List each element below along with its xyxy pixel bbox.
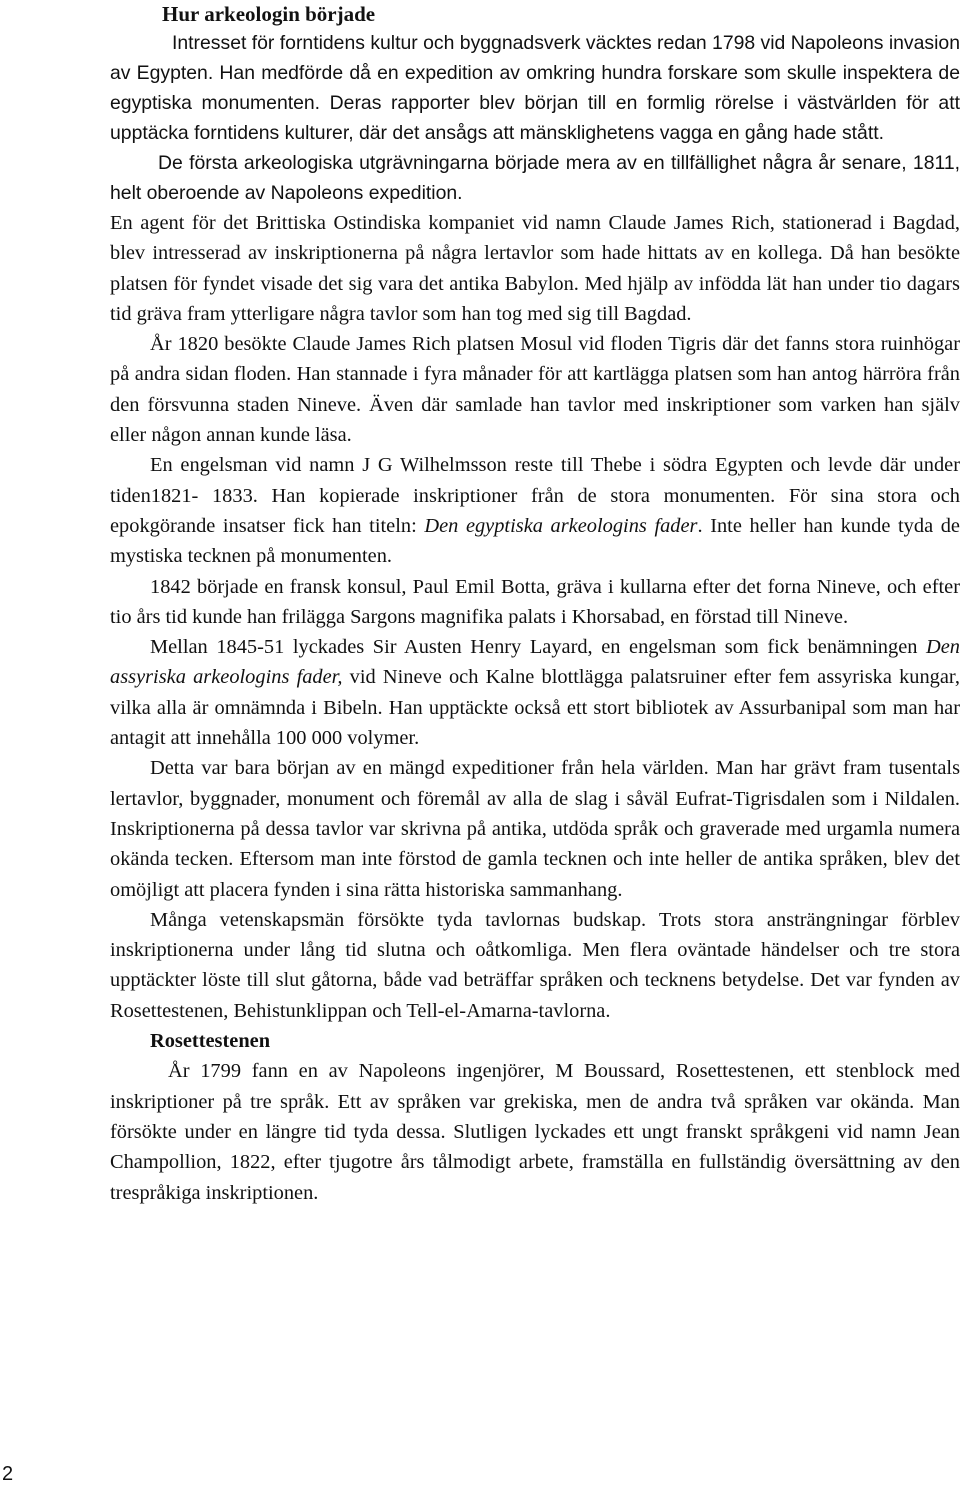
paragraph-expeditions: Detta var bara början av en mängd expeditioner från hela världen. Man har grävt fram tusentals lertavlor, byggnader, monument och föremål av alla de slag i såväl Eufrat-Tigrisdalen som i Nildalen. Inskriptionerna på dessa tavlor var skrivna på antika, utdöda språk och graverade med urgamla numera okända tecken. Eftersom man inte förstod de gamla tecknen och inte heller de antika språken, blev det omöjligt att placera fynden i sina rätta historiska sammanhang. bbox=[110, 757, 960, 901]
subheading-rosettestenen: Rosettestenen bbox=[150, 1030, 271, 1053]
layard-title-italic: Den assyriska arkeologins fader, bbox=[110, 636, 960, 689]
wilhelmsson-text-after: . Inte heller han kunde tyda de mystiska tecknen på monumenten. bbox=[110, 514, 960, 568]
paragraph-rich-babylon: En agent för det Brittiska Ostindiska kompaniet vid namn Claude James Rich, stationerad i Bagdad, blev intresserad av inskriptionerna på några lertavlor som hade hittats av en kollega. Då han besökte platsen för fyndet visade det sig vara det antika Babylon. Med hjälp av infödda lät han under tio dagars tid gräva fram ytterligare några tavlor som han tog med sig till Bagdad. bbox=[110, 212, 960, 325]
paragraph-first-excavations bbox=[110, 148, 960, 208]
paragraph-botta: 1842 började en fransk konsul, Paul Emil Botta, gräva i kullarna efter det forna Nineve, och efter tio års tid kunde han frilägga Sargons magnifika palats i Khorsabad, en förstad till Nineve. bbox=[110, 575, 960, 628]
paragraph-first-excavations-sans: De första arkeologiska utgrävningarna började mera av en tillfällighet några år senare, 1811, helt oberoende av Napoleons expedition. bbox=[110, 152, 960, 204]
paragraph-wilhelmsson bbox=[110, 450, 960, 571]
wilhelmsson-text-before: En engelsman vid namn J G Wilhelmsson reste till Thebe i södra Egypten och levde där under tiden1821- 1833. Han kopierade inskriptioner från de stora monumenten. För sina stora och epokgörande insatser fick han titeln: bbox=[110, 454, 960, 537]
section-heading: Hur arkeologin började bbox=[162, 2, 376, 26]
layard-text-after: vid Nineve och Kalne blottlägga palatsruiner efter fem assyriska kungar, vilka alla är omnämnda i Bibeln. Han upptäckte också ett stort bibliotek av Assurbanipal som man har antagit att innehålla 100 000 volymer. bbox=[110, 666, 960, 750]
page-number: 2 bbox=[2, 1463, 14, 1485]
body-serif-text bbox=[110, 208, 960, 1208]
intro-sans-text bbox=[110, 28, 960, 208]
paragraph-intro: Intresset för forntidens kultur och byggnadsverk väcktes redan 1798 vid Napoleons invasion av Egypten. Han medförde då en expedition av omkring hundra forskare som skulle inspektera de egyptiska monumenten. Deras rapporter blev början till en formlig rörelse i västvärlden för att upptäcka forntidens kulturer, där det ansågs att mänsklighetens vagga en gång hade stått. bbox=[110, 32, 960, 144]
paragraph-rosettestenen: År 1799 fann en av Napoleons ingenjörer, M Boussard, Rosettestenen, ett stenblock med inskriptioner på tre språk. Ett av språken var grekiska, men de andra två språken var okända. Man försökte under en längre tid tyda dessa. Slutligen lyckades ett ungt franskt språkgeni vid namn Jean Champollion, 1822, efter tjugotre års tålmodigt arbete, framställa en fullständig översättning av den trespråkiga inskriptionen. bbox=[110, 1060, 960, 1204]
paragraph-rich-mosul: År 1820 besökte Claude James Rich platsen Mosul vid floden Tigris där det fanns stora ruinhögar på andra sidan floden. Han stannade i fyra månader för att kartlägga platsen som han antog härröra från den försvunna staden Nineve. Även där samlade han tavlor med inskriptioner som varken han själv eller någon annan kunde läsa. bbox=[110, 333, 960, 447]
layard-text-before: Mellan 1845-51 lyckades Sir Austen Henry Layard, en engelsman som fick benämningen bbox=[150, 636, 927, 659]
paragraph-scientists: Många vetenskapsmän försökte tyda tavlornas budskap. Trots stora ansträngningar förblev inskriptionerna under lång tid slutna och oåtkomliga. Men flera oväntade händelser och tre stora upptäckter löste till slut gåtorna, både vad beträffar språken och tecknens betydelse. Det var fynden av Rosettestenen, Behistunklippan och Tell-el-Amarna-tavlorna. bbox=[110, 908, 960, 1022]
paragraph-layard bbox=[110, 632, 960, 753]
wilhelmsson-title-italic: Den egyptiska arkeologins fader bbox=[424, 514, 698, 537]
